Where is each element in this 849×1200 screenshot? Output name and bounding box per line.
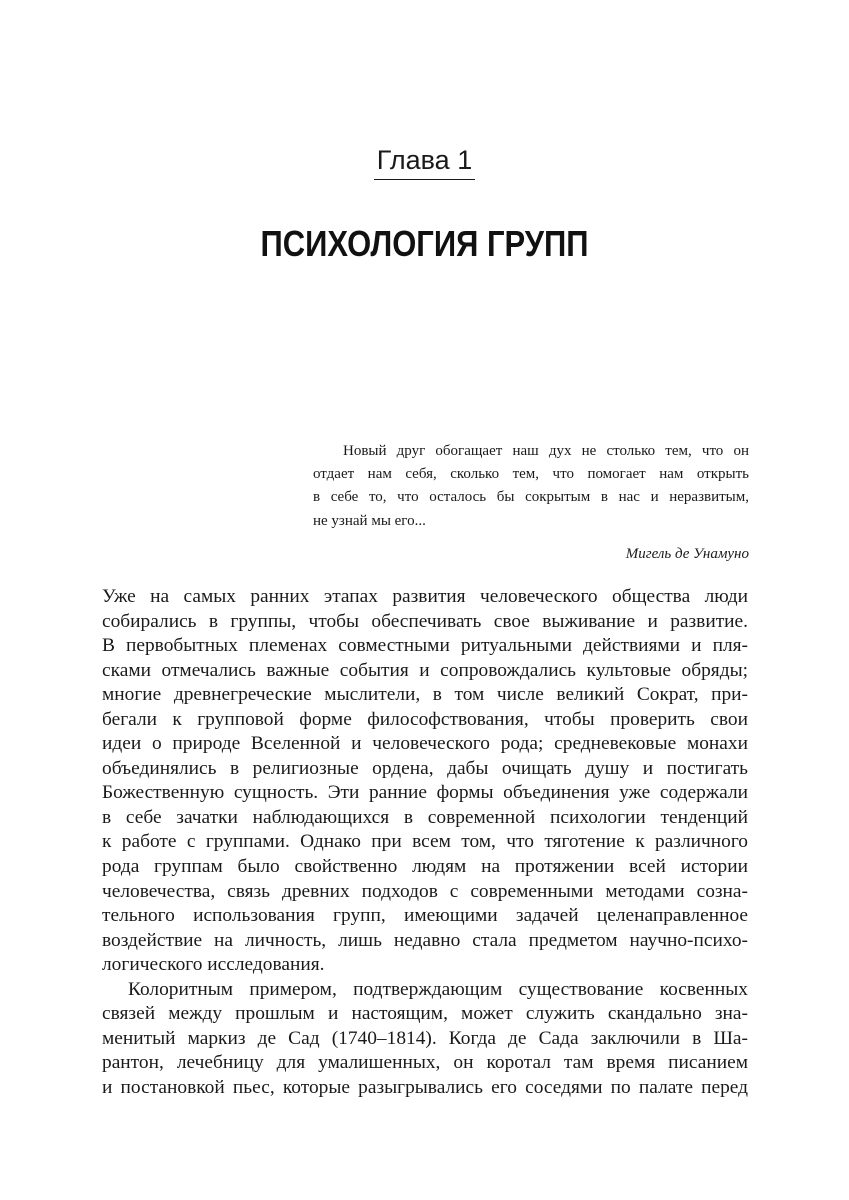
- text-line: идеи о природе Вселенной и человеческого рода; средневековые монахи: [102, 733, 748, 755]
- epigraph-line: отдает нам себя, сколько тем, что помогает нам открыть: [313, 466, 749, 483]
- text-line: к работе с группами. Однако при всем том, что тяготение к различного: [102, 831, 748, 853]
- paragraph-2: [102, 978, 748, 1101]
- epigraph: [313, 440, 749, 564]
- text-line: объединялись в религиозные ордена, дабы очищать душу и постигать: [102, 757, 748, 779]
- chapter-number: Глава 1: [374, 143, 475, 180]
- body-text: [102, 585, 748, 1100]
- epigraph-line: не узнай мы его...: [313, 512, 426, 529]
- text-line: менитый маркиз де Сад (1740–1814). Когда де Сада заключили в Ша-: [102, 1027, 748, 1049]
- text-line: Уже на самых ранних этапах развития человеческого общества люди: [102, 586, 748, 607]
- text-line: в себе зачатки наблюдающихся в современной психологии тенденций: [102, 806, 748, 828]
- epigraph-line: в себе то, что осталось бы сокрытым в нас и неразвитым,: [313, 489, 749, 506]
- epigraph-line: Новый друг обогащает наш дух не столько тем, что он: [343, 443, 749, 459]
- text-line: В первобытных племенах совместными ритуальными действиями и пля-: [102, 635, 748, 657]
- text-line: тельного использования групп, имеющими задачей целенаправленное: [102, 905, 748, 927]
- text-line: рода группам было свойственно людям на протяжении всей истории: [102, 856, 748, 878]
- chapter-title: ПСИХОЛОГИЯ ГРУПП: [260, 223, 589, 264]
- epigraph-text: [313, 440, 749, 533]
- chapter-label: [0, 143, 849, 180]
- text-line: рантон, лечебницу для умалишенных, он коротал там время писанием: [102, 1052, 748, 1074]
- epigraph-author: Мигель де Унамуно: [625, 545, 749, 562]
- text-line: Колоритным примером, подтверждающим существование косвенных: [128, 978, 748, 1000]
- paragraph-1: [102, 585, 748, 978]
- text-line: собирались в группы, чтобы обеспечивать свое выживание и развитие.: [102, 610, 748, 632]
- text-line: сками отмечались важные события и сопровождались культовые обряды;: [102, 659, 748, 681]
- text-line: бегали к групповой форме философствования, чтобы проверить свои: [102, 708, 748, 730]
- text-line: Божественную сущность. Эти ранние формы объединения уже содержали: [102, 782, 748, 804]
- text-line: воздействие на личность, лишь недавно стала предметом научно-психо-: [102, 929, 748, 951]
- text-line: и постановкой пьес, которые разыгрывались его соседями по палате перед: [102, 1076, 748, 1098]
- text-line: человечества, связь древних подходов с современными методами созна-: [102, 880, 748, 902]
- text-line: логического исследования.: [102, 954, 325, 976]
- text-line: связей между прошлым и настоящим, может служить скандально зна-: [102, 1003, 748, 1025]
- text-line: многие древнегреческие мыслители, в том числе великий Сократ, при-: [102, 684, 748, 706]
